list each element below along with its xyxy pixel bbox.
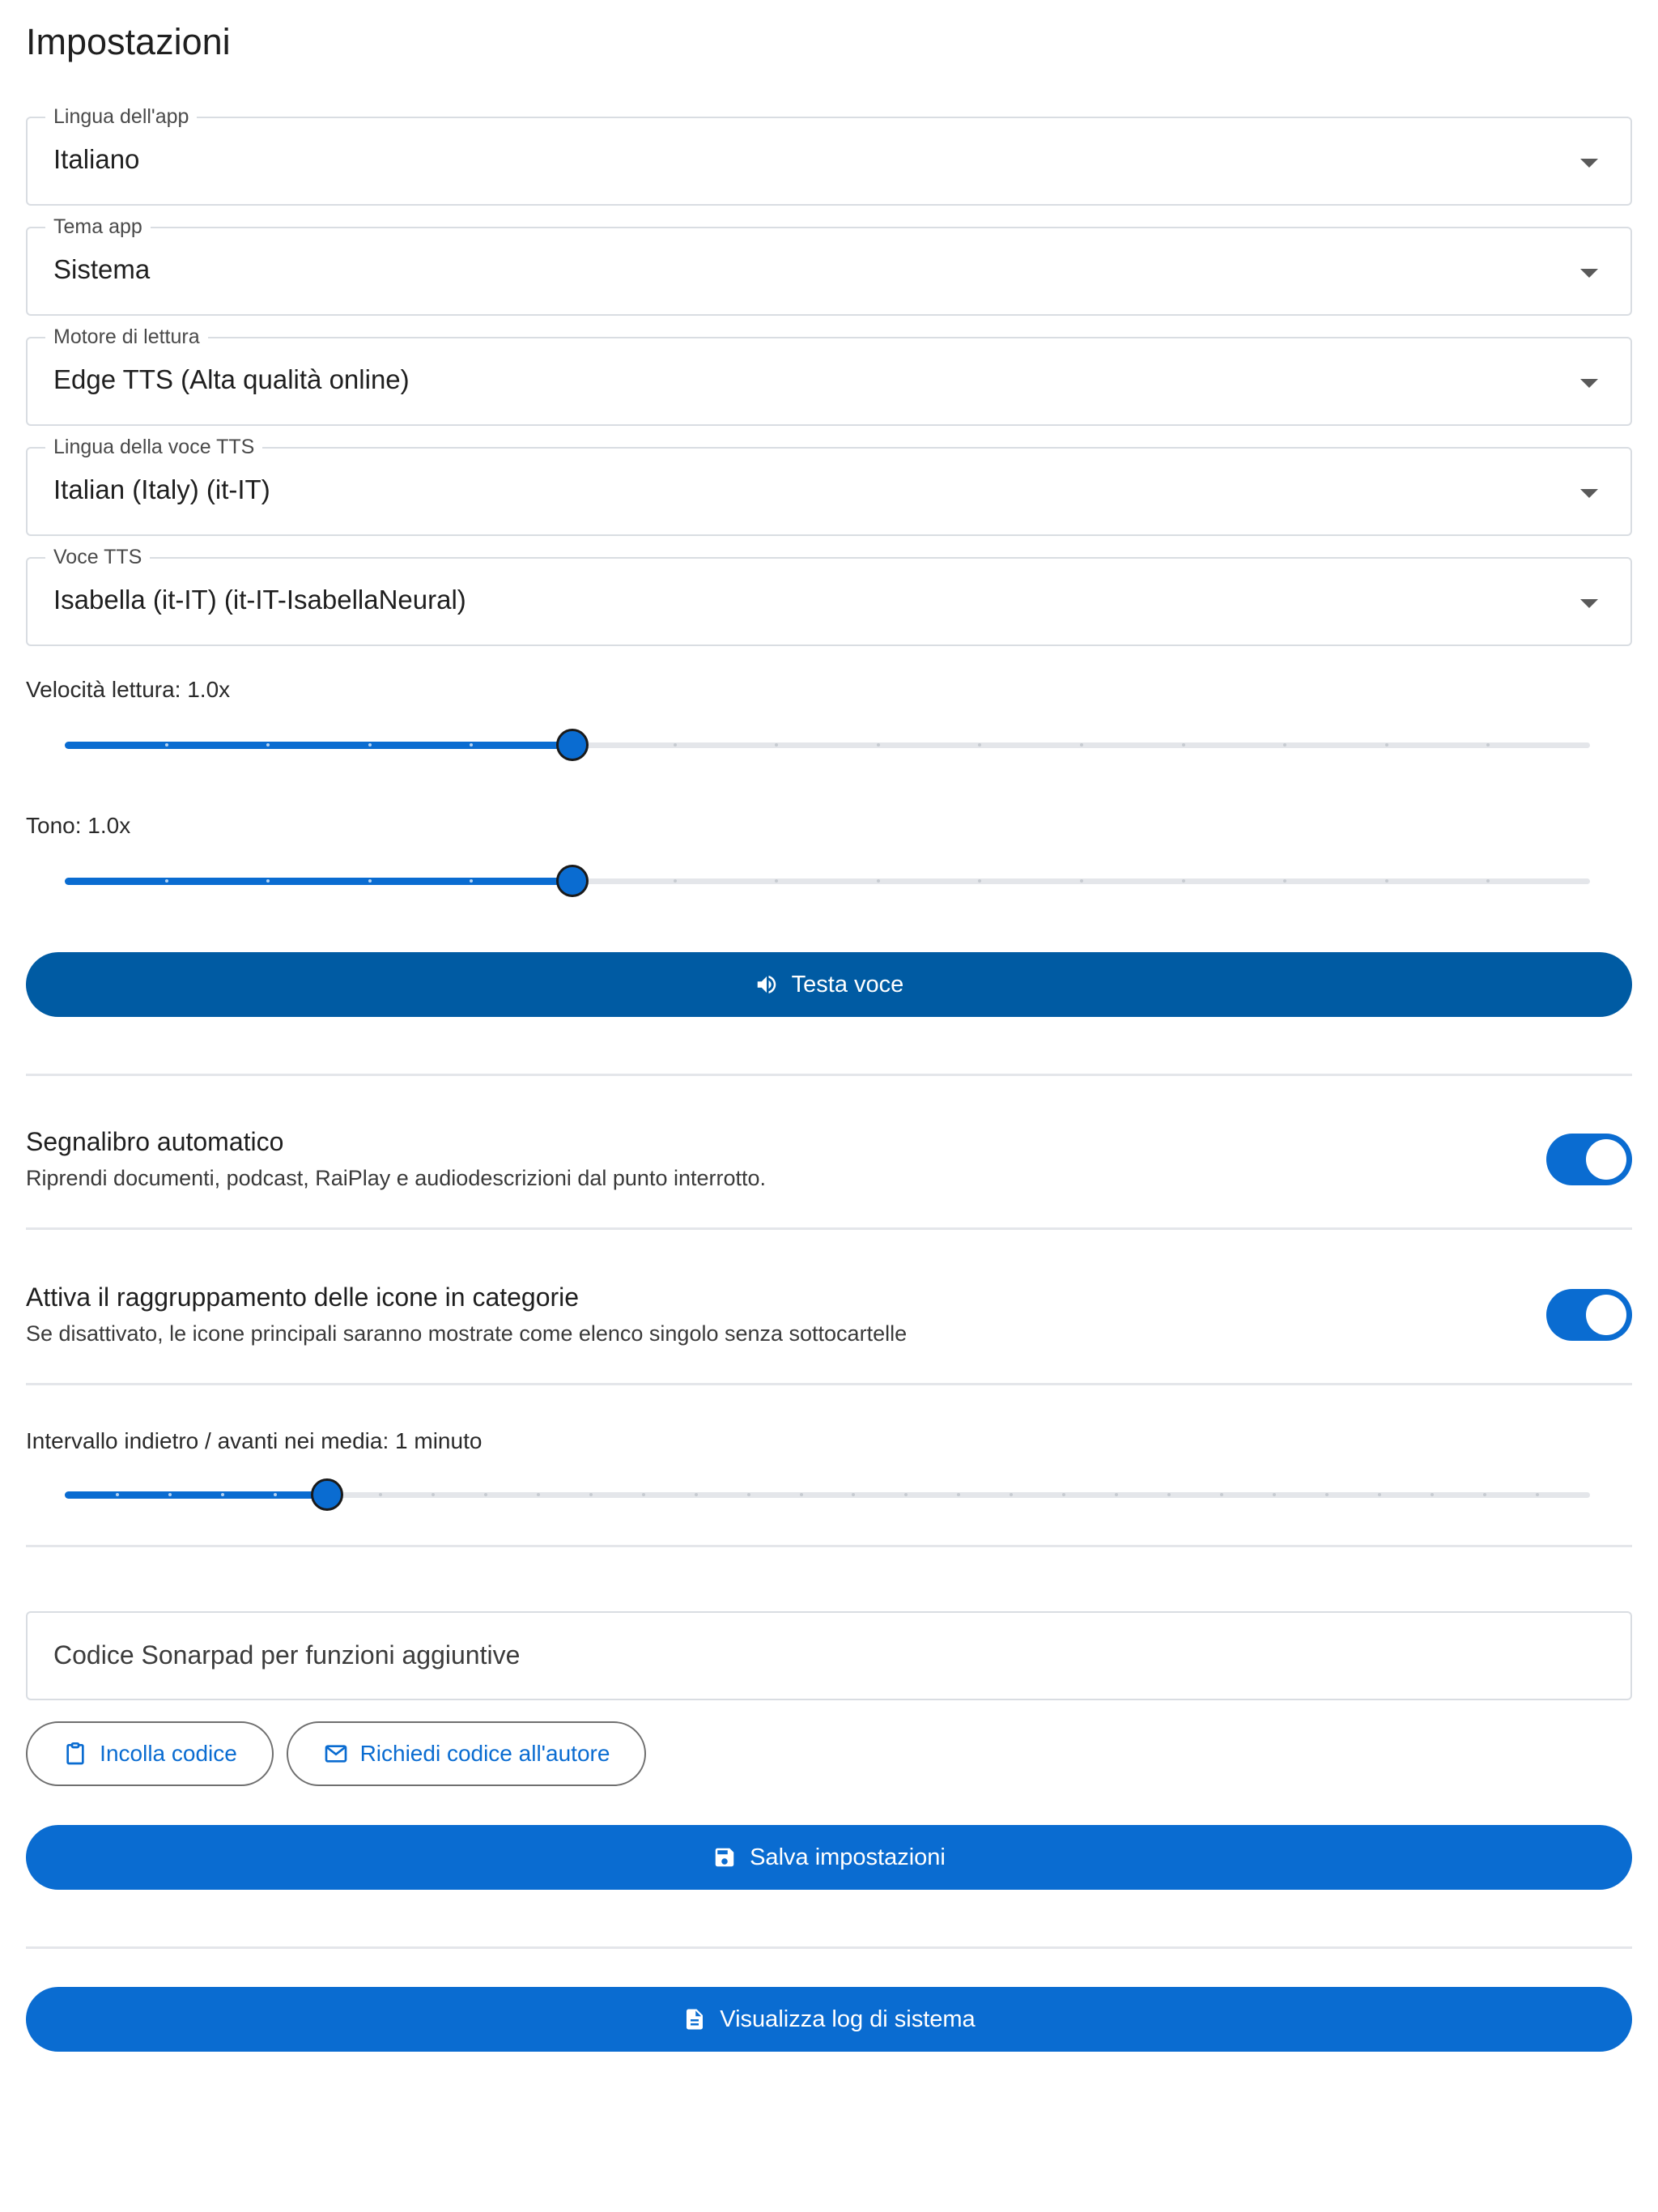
slider-fill (65, 742, 572, 749)
request-code-label: Richiedi codice all'autore (359, 1741, 610, 1766)
tts-language-value: Italian (Italy) (it-IT) (53, 474, 270, 504)
auto-bookmark-subtitle: Riprendi documenti, podcast, RaiPlay e audiodescrizioni dal punto interrotto. (26, 1166, 767, 1190)
app-theme-value: Sistema (53, 254, 151, 284)
tts-language-select[interactable] (26, 436, 1632, 536)
slider-tick (589, 1493, 593, 1496)
slider-tick (165, 879, 168, 883)
auto-bookmark-toggle[interactable] (1546, 1134, 1632, 1185)
app-language-label: Lingua dell'app (45, 105, 197, 129)
slider-tick (1182, 879, 1185, 883)
slider-tick (168, 1493, 172, 1496)
slider-tick (537, 1493, 540, 1496)
pitch-slider[interactable] (65, 865, 1590, 897)
reading-engine-label: Motore di lettura (45, 325, 208, 349)
slider-tick (274, 1493, 277, 1496)
slider-tick (674, 743, 677, 747)
tts-voice-label: Voce TTS (45, 546, 150, 569)
pitch-label: Tono: 1.0x (26, 813, 131, 838)
icon-grouping-subtitle: Se disattivato, le icone principali saranno mostrate come elenco singolo senza sottocartelle (26, 1321, 908, 1346)
divider (26, 1074, 1632, 1076)
slider-tick (368, 879, 372, 883)
tts-language-label: Lingua della voce TTS (45, 436, 262, 459)
icon-grouping-toggle[interactable] (1546, 1289, 1632, 1341)
slider-fill (65, 1491, 327, 1499)
slider-tick (877, 879, 880, 883)
speaker-icon (755, 972, 779, 997)
slider-tick (484, 1493, 487, 1496)
caret-down-icon (1580, 159, 1598, 168)
slider-fill (65, 878, 572, 885)
divider (26, 1946, 1632, 1949)
document-icon (682, 2007, 707, 2031)
app-theme-label: Tema app (45, 215, 151, 239)
save-settings-button[interactable] (26, 1825, 1632, 1890)
slider-tick (1385, 743, 1388, 747)
slider-tick (1385, 879, 1388, 883)
app-theme-select[interactable] (26, 215, 1632, 316)
page-title: Impostazioni (26, 21, 231, 62)
media-interval-slider[interactable] (65, 1478, 1590, 1511)
paste-code-label: Incolla codice (100, 1741, 237, 1766)
app-language-value: Italiano (53, 144, 140, 174)
clipboard-icon (62, 1741, 88, 1767)
slider-thumb[interactable] (556, 729, 589, 761)
slider-tick (642, 1493, 645, 1496)
tts-voice-value: Isabella (it-IT) (it-IT-IsabellaNeural) (53, 585, 466, 615)
paste-code-button[interactable] (26, 1721, 274, 1786)
slider-tick (221, 1493, 224, 1496)
save-settings-label: Salva impostazioni (750, 1844, 946, 1870)
divider (26, 1227, 1632, 1230)
tts-voice-select[interactable] (26, 546, 1632, 646)
slider-tick (674, 879, 677, 883)
request-code-button[interactable] (287, 1721, 646, 1786)
media-interval-label: Intervallo indietro / avanti nei media: 1 minuto (26, 1428, 483, 1453)
caret-down-icon (1580, 489, 1598, 498)
test-voice-label: Testa voce (791, 971, 904, 998)
view-log-button[interactable] (26, 1987, 1632, 2052)
slider-tick (877, 743, 880, 747)
reading-speed-slider[interactable] (65, 729, 1590, 761)
slider-tick (432, 1493, 435, 1496)
slider-tick (695, 1493, 698, 1496)
caret-down-icon (1580, 379, 1598, 388)
slider-tick (116, 1493, 119, 1496)
slider-tick (1080, 743, 1083, 747)
icon-grouping-title: Attiva il raggruppamento delle icone in categorie (26, 1283, 580, 1312)
reading-engine-select[interactable] (26, 325, 1632, 426)
test-voice-button[interactable] (26, 952, 1632, 1017)
toggle-knob (1586, 1295, 1626, 1335)
sonarpad-code-placeholder: Codice Sonarpad per funzioni aggiuntive (53, 1640, 521, 1670)
caret-down-icon (1580, 269, 1598, 278)
app-language-select[interactable] (26, 105, 1632, 206)
reading-speed-label: Velocità lettura: 1.0x (26, 677, 231, 702)
divider (26, 1383, 1632, 1385)
slider-thumb[interactable] (556, 865, 589, 897)
slider-tick (1080, 879, 1083, 883)
slider-thumb[interactable] (311, 1478, 343, 1511)
sonarpad-code-input[interactable] (26, 1611, 1632, 1700)
auto-bookmark-title: Segnalibro automatico (26, 1127, 284, 1156)
slider-tick (165, 743, 168, 747)
slider-tick (379, 1493, 382, 1496)
view-log-label: Visualizza log di sistema (720, 2006, 976, 2032)
mail-icon (323, 1741, 349, 1767)
slider-tick (1536, 1493, 1539, 1496)
reading-engine-value: Edge TTS (Alta qualità online) (53, 364, 410, 394)
floppy-disk-icon (712, 1845, 737, 1870)
caret-down-icon (1580, 599, 1598, 608)
slider-tick (368, 743, 372, 747)
slider-tick (747, 1493, 750, 1496)
slider-tick (800, 1493, 803, 1496)
divider (26, 1545, 1632, 1547)
slider-tick (1182, 743, 1185, 747)
toggle-knob (1586, 1139, 1626, 1180)
